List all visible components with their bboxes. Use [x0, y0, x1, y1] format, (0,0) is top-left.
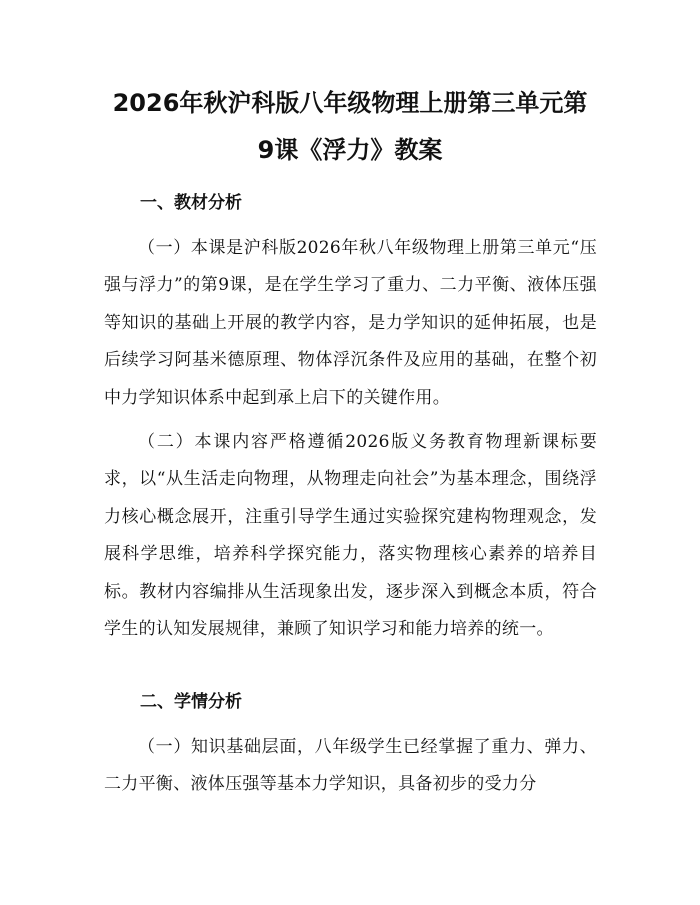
document-title-line-1: 2026年秋沪科版八年级物理上册第三单元第 [112, 89, 588, 117]
document-title-line-2: 9课《浮力》教案 [257, 136, 443, 164]
paragraph-textbook-analysis-2: （二）本课内容严格遵循2026版义务教育物理新课标要求，以“从生活走向物理，从物理走向社会”为基本理念，围绕浮力核心概念展开，注重引导学生通过实验探究建构物理观念，发展科学思维，培养科学探究能力，落实物理核心素养的培养目标。教材内容编排从生活现象出发，逐步深入到概念本质，符合学生的认知发展规律，兼顾了知识学习和能力培养的统一。 [104, 432, 597, 640]
section-heading-textbook-analysis: 一、教材分析 [140, 193, 242, 213]
section-heading-student-analysis: 二、学情分析 [140, 692, 242, 712]
paragraph-student-analysis-1: （一）知识基础层面，八年级学生已经掌握了重力、弹力、二力平衡、液体压强等基本力学知识，具备初步的受力分 [104, 737, 597, 795]
paragraph-textbook-analysis-1: （一）本课是沪科版2026年秋八年级物理上册第三单元“压强与浮力”的第9课，是在学生学习了重力、二力平衡、液体压强等知识的基础上开展的教学内容，是力学知识的延伸拓展，也是后续学习阿基米德原理、物体浮沉条件及应用的基础，在整个初中力学知识体系中起到承上启下的关键作用。 [104, 238, 597, 408]
